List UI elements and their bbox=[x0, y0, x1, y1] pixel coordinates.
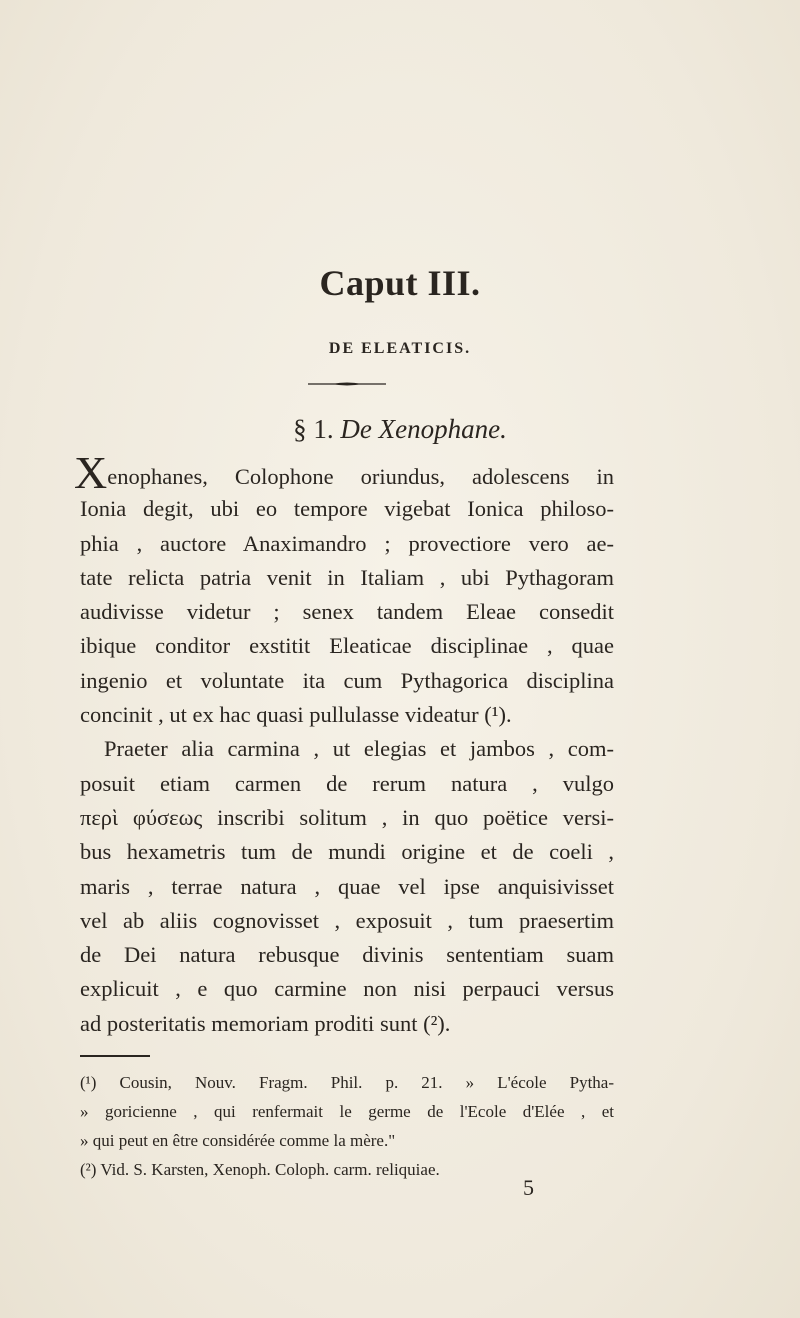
text-line: Xenophanes, Colophone oriundus, adolescens in bbox=[74, 447, 614, 498]
footnote-line: » qui peut en être considérée comme la mère." bbox=[80, 1131, 396, 1150]
footnote-rule bbox=[80, 1055, 150, 1057]
text-line: phia , auctore Anaximandro ; provectiore vero ae- bbox=[80, 530, 614, 556]
main-text bbox=[74, 447, 614, 1041]
text-line: de Dei natura rebusque divinis sententiam suam bbox=[80, 942, 614, 968]
text-line: explicuit , e quo carmine non nisi perpauci versus bbox=[80, 976, 614, 1002]
footnote-line: » goricienne , qui renfermait le germe de l'Ecole d'Elée , et bbox=[80, 1102, 614, 1121]
page-number: 5 bbox=[523, 1175, 534, 1200]
drop-cap: X bbox=[74, 447, 108, 498]
text-line: Ionia degit, ubi eo tempore vigebat Ionica philoso- bbox=[80, 496, 614, 522]
chapter-subtitle: DE ELEATICIS. bbox=[328, 340, 472, 357]
footnote-line: (²) Vid. S. Karsten, Xenoph. Coloph. carm. reliquiae. bbox=[80, 1160, 440, 1179]
text-line: Praeter alia carmina , ut elegias et jambos , com- bbox=[104, 736, 614, 762]
section-title: De Xenophane. bbox=[340, 414, 507, 444]
text-line: maris , terrae natura , quae vel ipse anquisivisset bbox=[80, 873, 614, 899]
text-line: bus hexametris tum de mundi origine et de coeli , bbox=[80, 839, 614, 865]
text-line: vel ab aliis cognovisset , exposuit , tum praesertim bbox=[80, 907, 614, 933]
section-mark: § 1. bbox=[293, 414, 334, 444]
text-line: concinit , ut ex hac quasi pullulasse videatur (¹). bbox=[80, 702, 512, 728]
section-heading bbox=[0, 414, 800, 445]
text-line: posuit etiam carmen de rerum natura , vulgo bbox=[80, 770, 614, 796]
footnote-line: (¹) Cousin, Nouv. Fragm. Phil. p. 21. » L'école Pytha- bbox=[80, 1073, 614, 1092]
text-line: ingenio et voluntate ita cum Pythagorica disciplina bbox=[80, 667, 614, 693]
text-line: tate relicta patria venit in Italiam , ubi Pythagoram bbox=[80, 564, 614, 590]
text-line: ad posteritatis memoriam proditi sunt (²). bbox=[80, 1010, 451, 1036]
decorative-rule bbox=[308, 382, 386, 386]
text-line: audivisse videtur ; senex tandem Eleae consedit bbox=[80, 599, 614, 625]
text-line: περὶ φύσεως inscribi solitum , in quo poëtice versi- bbox=[80, 804, 614, 830]
footnotes bbox=[80, 1068, 614, 1184]
chapter-title: Caput III. bbox=[319, 263, 481, 303]
text-line: ibique conditor exstitit Eleaticae disciplinae , quae bbox=[80, 633, 614, 659]
